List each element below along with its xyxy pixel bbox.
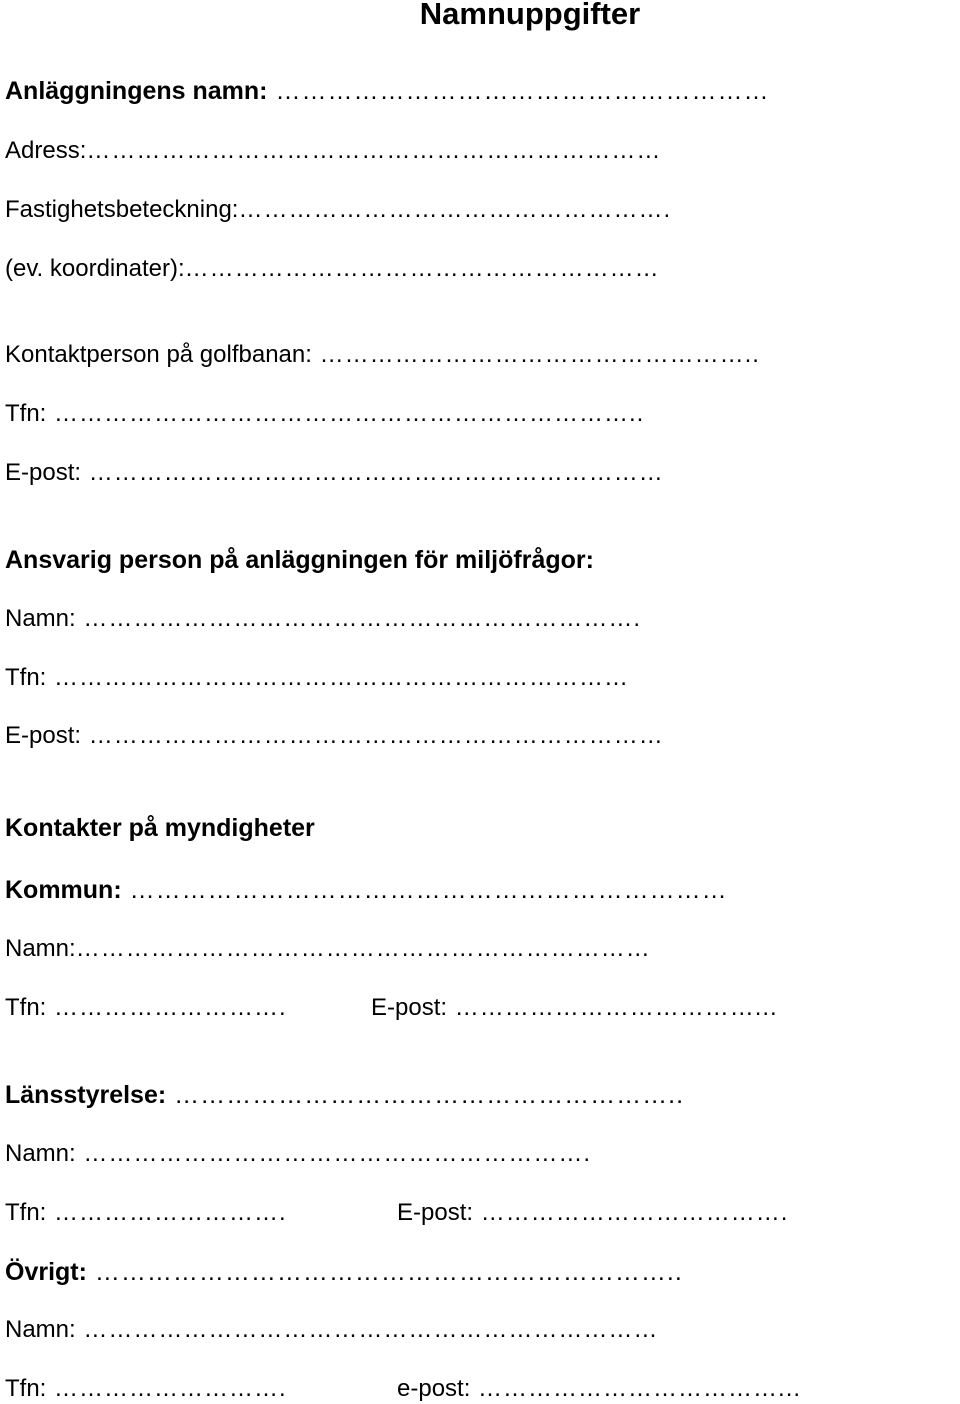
golf-contact-field[interactable]: …………………………………………….. bbox=[311, 341, 760, 368]
facility-name-row bbox=[5, 77, 769, 105]
env-email-label: E-post: bbox=[5, 722, 82, 749]
municipality-email-label: E-post: bbox=[371, 994, 448, 1021]
env-phone-field[interactable]: …………………………………………………………… bbox=[46, 664, 630, 691]
municipality-phone-row bbox=[5, 994, 287, 1022]
coordinates-field[interactable]: ………………………………………………… bbox=[184, 255, 660, 282]
env-phone-label: Tfn: bbox=[5, 664, 47, 691]
municipality-name-field[interactable]: …………………………………………………………… bbox=[75, 935, 651, 962]
address-field[interactable]: …………………………………………………………… bbox=[86, 137, 662, 164]
municipality-email-row bbox=[371, 994, 778, 1022]
golf-phone-field[interactable]: …………………………………………………………….. bbox=[46, 400, 645, 427]
golf-phone-label: Tfn: bbox=[5, 400, 47, 427]
golf-contact-label: Kontaktperson på golfbanan: bbox=[5, 341, 312, 368]
other-name-field[interactable]: …………………………………………………………… bbox=[75, 1316, 659, 1343]
env-name-field[interactable]: …………………………………………………………. bbox=[75, 605, 642, 632]
golf-contact-row bbox=[5, 341, 760, 369]
other-email-label: e-post: bbox=[397, 1375, 471, 1402]
county-name-field[interactable]: ……………………………………………………. bbox=[75, 1140, 592, 1167]
county-email-row bbox=[397, 1199, 788, 1227]
municipality-email-field[interactable]: ………………………………... bbox=[447, 994, 778, 1021]
address-label: Adress: bbox=[5, 137, 87, 164]
env-email-field[interactable]: …………………………………………………………… bbox=[81, 722, 664, 749]
county-label: Länsstyrelse: bbox=[5, 1081, 167, 1109]
county-name-label: Namn: bbox=[5, 1140, 76, 1167]
property-field[interactable]: ……………………………………………. bbox=[238, 196, 672, 223]
county-phone-row bbox=[5, 1199, 287, 1227]
county-phone-field[interactable]: ………………………. bbox=[46, 1199, 287, 1226]
county-email-field[interactable]: ………………………………. bbox=[473, 1199, 789, 1226]
other-name-label: Namn: bbox=[5, 1316, 76, 1343]
other-email-row bbox=[397, 1375, 801, 1403]
county-name-row bbox=[5, 1140, 591, 1168]
coordinates-row bbox=[5, 255, 660, 283]
other-email-field[interactable]: ………………………………... bbox=[470, 1375, 802, 1402]
form-title: Namnuppgifter bbox=[419, 0, 641, 31]
facility-name-field[interactable]: ………………………………………………… bbox=[267, 77, 770, 105]
golf-email-field[interactable]: …………………………………………………………… bbox=[81, 459, 664, 486]
other-phone-row bbox=[5, 1375, 287, 1403]
golf-email-label: E-post: bbox=[5, 459, 82, 486]
other-phone-field[interactable]: ………………………. bbox=[46, 1375, 287, 1402]
property-label: Fastighetsbeteckning: bbox=[5, 196, 239, 223]
municipality-phone-label: Tfn: bbox=[5, 994, 47, 1021]
address-row bbox=[5, 137, 661, 165]
other-field[interactable]: ………………………………………………………….. bbox=[86, 1258, 683, 1286]
municipality-row bbox=[5, 876, 728, 904]
county-field[interactable]: ………………………………………………….. bbox=[166, 1081, 685, 1109]
env-name-row bbox=[5, 605, 641, 633]
municipality-label: Kommun: bbox=[5, 876, 122, 904]
municipality-name-label: Namn: bbox=[5, 935, 76, 962]
other-name-row bbox=[5, 1316, 658, 1344]
golf-phone-row bbox=[5, 400, 644, 428]
coordinates-label: (ev. koordinater): bbox=[5, 255, 185, 282]
other-row bbox=[5, 1258, 683, 1286]
env-phone-row bbox=[5, 664, 629, 692]
authorities-heading: Kontakter på myndigheter bbox=[5, 814, 315, 842]
county-email-label: E-post: bbox=[397, 1199, 474, 1226]
municipality-name-row bbox=[5, 935, 651, 963]
facility-name-label: Anläggningens namn: bbox=[5, 77, 268, 105]
county-row bbox=[5, 1081, 684, 1109]
county-phone-label: Tfn: bbox=[5, 1199, 47, 1226]
golf-email-row bbox=[5, 459, 664, 487]
other-phone-label: Tfn: bbox=[5, 1375, 47, 1402]
env-email-row bbox=[5, 722, 664, 750]
municipality-field[interactable]: …………………………………………………………… bbox=[121, 876, 728, 904]
municipality-phone-field[interactable]: ………………………. bbox=[46, 994, 287, 1021]
env-name-label: Namn: bbox=[5, 605, 76, 632]
property-row bbox=[5, 196, 671, 224]
other-label: Övrigt: bbox=[5, 1258, 87, 1286]
env-heading: Ansvarig person på anläggningen för miljöfrågor: bbox=[5, 546, 594, 574]
